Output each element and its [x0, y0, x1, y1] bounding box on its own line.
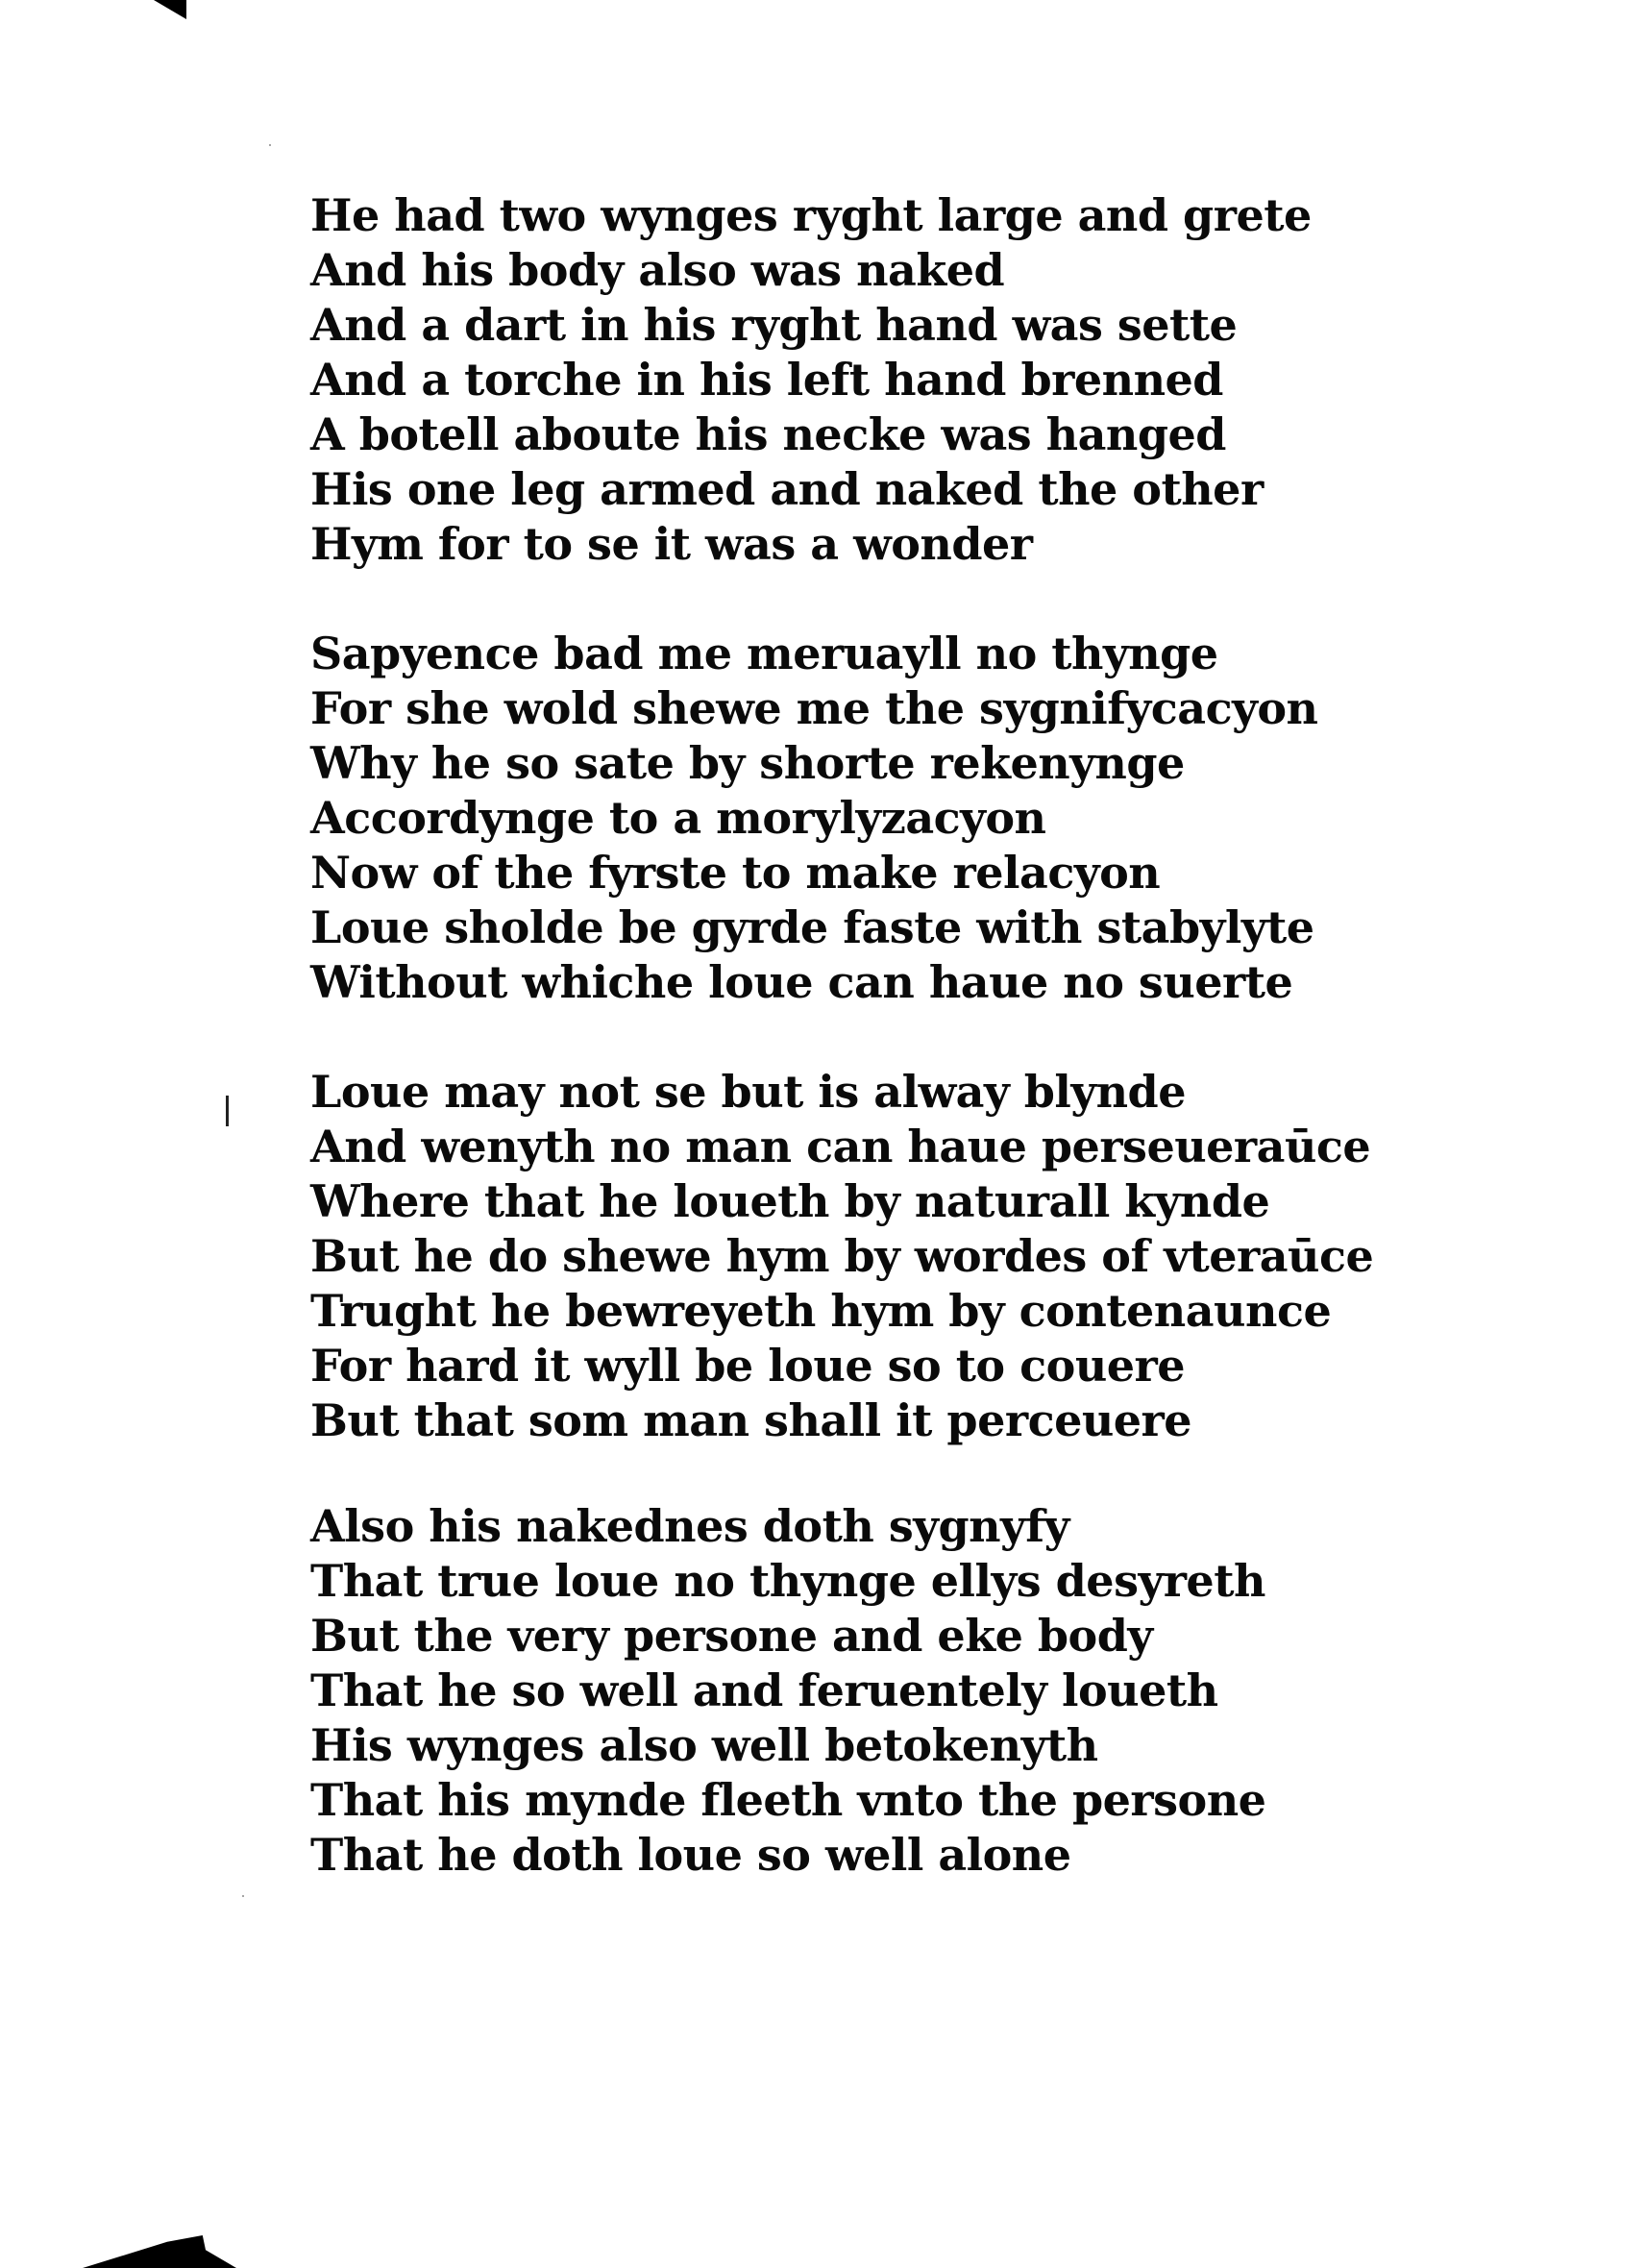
verse-line: Loue may not se but is alway blynde	[310, 1066, 1186, 1118]
verse-line: That his mynde fleeth vnto the persone	[310, 1774, 1266, 1826]
verse-line: That he so well and feruentely loueth	[310, 1664, 1218, 1716]
paper-speck	[269, 144, 271, 146]
verse-line: And wenyth no man can haue perseueraūce	[310, 1121, 1371, 1172]
verse-line: His one leg armed and naked the other	[310, 463, 1264, 515]
verse-line: A botell aboute his necke was hanged	[310, 408, 1226, 460]
page-edge-mark-top	[154, 0, 186, 19]
verse-line: Without whiche loue can haue no suerte	[310, 956, 1293, 1008]
verse-line: Why he so sate by shorte rekenynge	[310, 737, 1185, 789]
verse-line: And a dart in his ryght hand was sette	[310, 299, 1238, 351]
verse-line: Accordynge to a morylyzacyon	[310, 792, 1046, 844]
stanza-1	[310, 188, 1312, 572]
verse-line: And his body also was naked	[310, 244, 1005, 296]
verse-line: Where that he loueth by naturall kynde	[310, 1175, 1270, 1227]
verse-line: That true loue no thynge ellys desyreth	[310, 1555, 1265, 1607]
verse-line: That he doth loue so well alone	[310, 1829, 1071, 1881]
verse-line: But he do shewe hym by wordes of vteraūce	[310, 1230, 1374, 1282]
verse-line: Sapyence bad me meruayll no thynge	[310, 628, 1218, 679]
verse-line: For she wold shewe me the sygnifycacyon	[310, 682, 1318, 734]
verse-line: Trught he bewreyeth hym by contenaunce	[310, 1285, 1332, 1337]
verse-line: But the very persone and eke body	[310, 1610, 1153, 1662]
verse-line: But that som man shall it perceuere	[310, 1394, 1192, 1446]
verse-line: For hard it wyll be loue so to couere	[310, 1340, 1186, 1392]
stanza-3	[310, 1065, 1374, 1448]
stanza-2	[310, 627, 1318, 1010]
paper-speck	[242, 1895, 244, 1897]
margin-mark	[226, 1096, 229, 1126]
page-edge-mark-bottom	[83, 2235, 236, 2268]
stanza-4	[310, 1499, 1271, 1883]
verse-line: Now of the fyrste to make relacyon	[310, 847, 1161, 899]
verse-line: Loue sholde be gyrde faste with stabylyte	[310, 901, 1314, 953]
verse-line: His wynges also well betokenyth	[310, 1719, 1098, 1771]
verse-line: And a torche in his left hand brenned	[310, 354, 1223, 406]
verse-line: He had two wynges ryght large and grete	[310, 189, 1312, 241]
verse-line: Hym for to se it was a wonder	[310, 518, 1033, 570]
verse-line: Also his nakednes doth sygnyfy	[310, 1500, 1069, 1552]
